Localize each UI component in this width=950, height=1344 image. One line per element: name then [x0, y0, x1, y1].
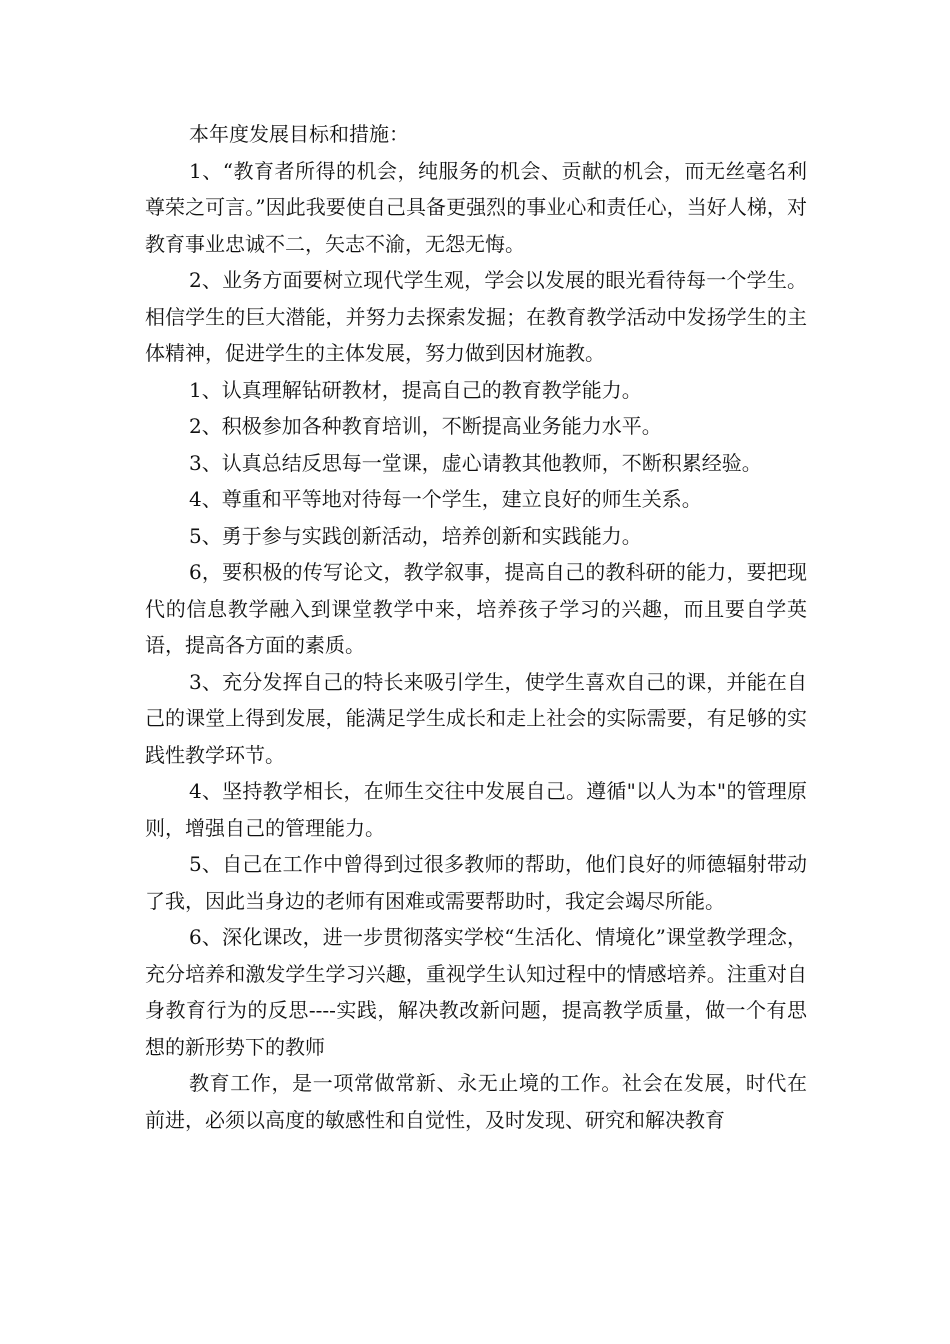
heading-goals: 本年度发展目标和措施： — [189, 122, 409, 146]
paragraph-11: 5、自己在工作中曾得到过很多教师的帮助，他们良好的师德辐射带动了我，因此当身边的老师有困难或需要帮助时，我定会竭尽所能。 — [145, 852, 807, 913]
paragraph-10: 4、坚持教学相长，在师生交往中发展自己。遵循"以人为本"的管理原则，增强自己的管理能力。 — [145, 779, 807, 840]
paragraph-1: 1、“教育者所得的机会，纯服务的机会、贡献的机会，而无丝毫名利尊荣之可言。”因此我要使自己具备更强烈的事业心和责任心，当好人梯，对教育事业忠诚不二，矢志不渝，无怨无悔。 — [145, 158, 807, 256]
paragraph-3: 1、认真理解钻研教材，提高自己的教育教学能力。 — [189, 377, 642, 402]
paragraph-4: 2、积极参加各种教育培训，不断提高业务能力水平。 — [189, 414, 662, 438]
paragraph-6: 4、尊重和平等地对待每一个学生，建立良好的师生关系。 — [189, 487, 702, 511]
paragraph-7: 5、勇于参与实践创新活动，培养创新和实践能力。 — [189, 523, 642, 548]
document-body — [145, 116, 807, 1138]
paragraph-9: 3、充分发挥自己的特长来吸引学生，使学生喜欢自己的课，并能在自己的课堂上得到发展，能满足学生成长和走上社会的实际需要，有足够的实践性教学环节。 — [145, 669, 807, 767]
paragraph-13: 教育工作，是一项常做常新、永无止境的工作。社会在发展，时代在前进，必须以高度的敏感性和自觉性，及时发现、研究和解决教育 — [145, 1071, 807, 1132]
paragraph-12: 6、深化课改，进一步贯彻落实学校“生活化、情境化”课堂教学理念，充分培养和激发学生学习兴趣，重视学生认知过程中的情感培养。注重对自身教育行为的反思----实践，解决教改新问题，提高教学质量，做一个有思想的新形势下的教师 — [145, 925, 807, 1059]
paragraph-5: 3、认真总结反思每一堂课，虚心请教其他教师，不断积累经验。 — [189, 450, 762, 475]
paragraph-2: 2、业务方面要树立现代学生观，学会以发展的眼光看待每一个学生。相信学生的巨大潜能，并努力去探索发掘；在教育教学活动中发扬学生的主体精神，促进学生的主体发展，努力做到因材施教。 — [145, 268, 807, 365]
paragraph-8: 6，要积极的传写论文，教学叙事，提高自己的教科研的能力，要把现代的信息教学融入到课堂教学中来，培养孩子学习的兴趣，而且要自学英语，提高各方面的素质。 — [145, 560, 807, 657]
